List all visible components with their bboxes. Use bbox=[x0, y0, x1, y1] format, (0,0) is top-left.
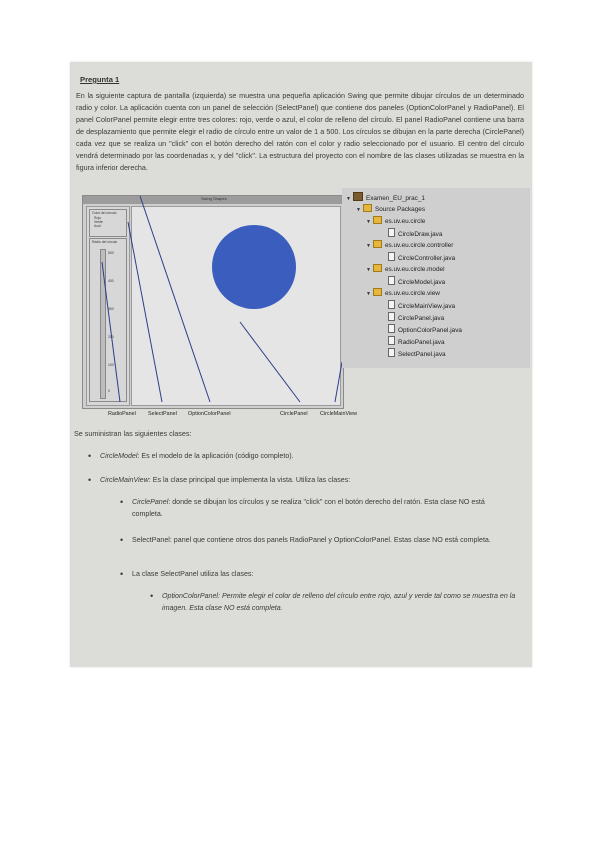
java-file-icon bbox=[388, 228, 395, 237]
tree-package[interactable] bbox=[366, 216, 425, 225]
file-label: RadioPanel.java bbox=[398, 339, 445, 346]
java-file-icon bbox=[388, 252, 395, 261]
tree-package[interactable] bbox=[366, 288, 440, 297]
expand-icon: ▼ bbox=[346, 196, 351, 202]
project-icon bbox=[353, 192, 363, 201]
bullet-dot: • bbox=[88, 451, 92, 461]
exam-page bbox=[70, 62, 532, 667]
question-title: Pregunta 1 bbox=[80, 75, 120, 84]
arrow-main-view bbox=[335, 362, 342, 402]
expand-icon: ▼ bbox=[366, 243, 371, 249]
bullet-dot: • bbox=[120, 497, 124, 507]
tree-file[interactable] bbox=[388, 300, 455, 310]
expand-icon: ▼ bbox=[366, 219, 371, 225]
expand-icon: ▼ bbox=[366, 291, 371, 297]
bullet-model bbox=[88, 450, 520, 462]
caption-circle-main-view: CircleMainView bbox=[320, 411, 358, 417]
bullet-dot: • bbox=[88, 475, 92, 485]
class-desc: : Permite elegir el color de relleno del círculo entre rojo, azul y verde tal como se muestra en la imagen. Esta clase NO está completa. bbox=[162, 592, 516, 612]
class-desc: : Es el modelo de la aplicación (código completo). bbox=[137, 452, 294, 460]
file-label: CirclePanel.java bbox=[398, 315, 445, 322]
tree-file[interactable] bbox=[388, 276, 445, 286]
color-option-blue[interactable]: Azul bbox=[94, 224, 101, 228]
package-label: es.uv.eu.circle bbox=[384, 218, 426, 225]
bullet-optioncolor bbox=[150, 590, 517, 614]
tree-root-label: Examen_EU_prac_1 bbox=[365, 195, 425, 202]
tree-package[interactable] bbox=[366, 264, 445, 273]
bullet-dot: • bbox=[150, 591, 154, 601]
tree-source-label: Source Packages bbox=[374, 206, 426, 213]
bullet-circlepanel bbox=[120, 496, 512, 520]
class-name: SelectPanel bbox=[132, 536, 170, 544]
bullet-selectpanel-uses bbox=[120, 568, 512, 580]
java-file-icon bbox=[388, 336, 395, 345]
java-file-icon bbox=[388, 348, 395, 357]
tree-file[interactable] bbox=[388, 336, 445, 346]
caption-option-color-panel: OptionColorPanel bbox=[188, 411, 231, 417]
caption-select-panel: SelectPanel bbox=[148, 411, 177, 417]
java-file-icon bbox=[388, 312, 395, 321]
slider-tick: 0 bbox=[108, 389, 110, 393]
class-desc: : panel que contiene otros dos panels RadioPanel y OptionColorPanel. Estas clase NO está completa. bbox=[169, 536, 491, 544]
caption-circle-panel: CirclePanel bbox=[280, 411, 308, 417]
java-file-icon bbox=[388, 324, 395, 333]
tree-root[interactable] bbox=[346, 192, 425, 202]
folder-icon bbox=[363, 204, 372, 212]
color-group-label: Color del círculo bbox=[92, 211, 117, 215]
bullet-selectpanel bbox=[120, 534, 512, 546]
expand-icon: ▼ bbox=[366, 267, 371, 273]
color-option-red[interactable]: Rojo bbox=[94, 216, 101, 220]
package-icon bbox=[373, 216, 382, 224]
project-tree bbox=[342, 188, 530, 368]
arrow-select-panel bbox=[128, 222, 162, 402]
tree-package[interactable] bbox=[366, 240, 453, 249]
file-label: SelectPanel.java bbox=[398, 351, 446, 358]
slider-tick: 400 bbox=[108, 279, 114, 283]
tree-file[interactable] bbox=[388, 324, 462, 334]
file-label: CircleMainView.java bbox=[398, 303, 456, 310]
java-file-icon bbox=[388, 300, 395, 309]
bullet-dot: • bbox=[120, 569, 124, 579]
class-name: CircleModel bbox=[100, 452, 138, 460]
class-desc: : donde se dibujan los círculos y se realiza "click" con el botón derecho del ratón. Esta clase NO está completa. bbox=[132, 498, 485, 518]
bullet-mainview bbox=[88, 474, 520, 486]
class-name: CircleMainView bbox=[100, 476, 149, 484]
slider-tick: 300 bbox=[108, 307, 114, 311]
file-label: CircleDraw.java bbox=[398, 231, 443, 238]
window-title: Swing Shapes bbox=[201, 196, 227, 201]
package-label: es.uv.eu.circle.model bbox=[384, 266, 445, 273]
bullet-text: La clase SelectPanel utiliza las clases: bbox=[132, 570, 254, 578]
caption-radio-panel: RadioPanel bbox=[108, 411, 136, 417]
tree-file[interactable] bbox=[388, 252, 455, 262]
package-icon bbox=[373, 240, 382, 248]
color-option-green[interactable]: Verde bbox=[94, 220, 103, 224]
package-icon bbox=[373, 264, 382, 272]
tree-file[interactable] bbox=[388, 228, 442, 238]
class-desc: : Es la clase principal que implementa la vista. Utiliza las clases: bbox=[148, 476, 351, 484]
classes-intro: Se suministran las siguientes clases: bbox=[74, 429, 192, 438]
class-name: CirclePanel bbox=[132, 498, 169, 506]
bullet-dot: • bbox=[120, 535, 124, 545]
tree-file[interactable] bbox=[388, 348, 446, 358]
java-file-icon bbox=[388, 276, 395, 285]
slider-tick: 200 bbox=[108, 335, 114, 339]
tree-file[interactable] bbox=[388, 312, 444, 322]
package-label: es.uv.eu.circle.view bbox=[384, 290, 440, 297]
tree-source-packages[interactable] bbox=[356, 204, 425, 213]
expand-icon: ▼ bbox=[356, 207, 361, 213]
package-icon bbox=[373, 288, 382, 296]
arrow-radio-panel bbox=[102, 262, 120, 402]
class-name: OptionColorPanel bbox=[162, 592, 218, 600]
arrow-circle-panel bbox=[240, 322, 300, 402]
slider-tick: 100 bbox=[108, 363, 114, 367]
radio-group-label: Radio del círculo bbox=[92, 240, 118, 244]
file-label: OptionColorPanel.java bbox=[398, 327, 462, 334]
file-label: CircleController.java bbox=[398, 255, 456, 262]
file-label: CircleModel.java bbox=[398, 279, 446, 286]
arrow-option-color-panel bbox=[140, 196, 210, 402]
slider-tick: 500 bbox=[108, 251, 114, 255]
question-paragraph: En la siguiente captura de pantalla (izquierda) se muestra una pequeña aplicación Swing que permite dibujar círculos de un determinado radio y color. La aplicación cuenta con un panel de selección (SelectPanel) que contiene dos paneles (OptionColorPanel y RadioPanel). El panel ColorPanel permite elegir entre tres colores: rojo, verde o azul, el color de relleno del círculo. El panel RadioPanel contiene una barra de desplazamiento que permite elegir el radio de círculo entre un valor de 1 a 500. Los círculos se dibujan en la parte derecha (CirclePanel) cada vez que se realiza un "click" con el botón derecho del ratón con el color y radio seleccionado por el usuario. El centro del círculo vendrá determinado por las coordenadas x, y del "click". La estructura del proyecto con el nombre de las clases utilizadas se muestra en la figura inferior derecha. bbox=[76, 91, 524, 172]
package-label: es.uv.eu.circle.controller bbox=[384, 242, 454, 249]
